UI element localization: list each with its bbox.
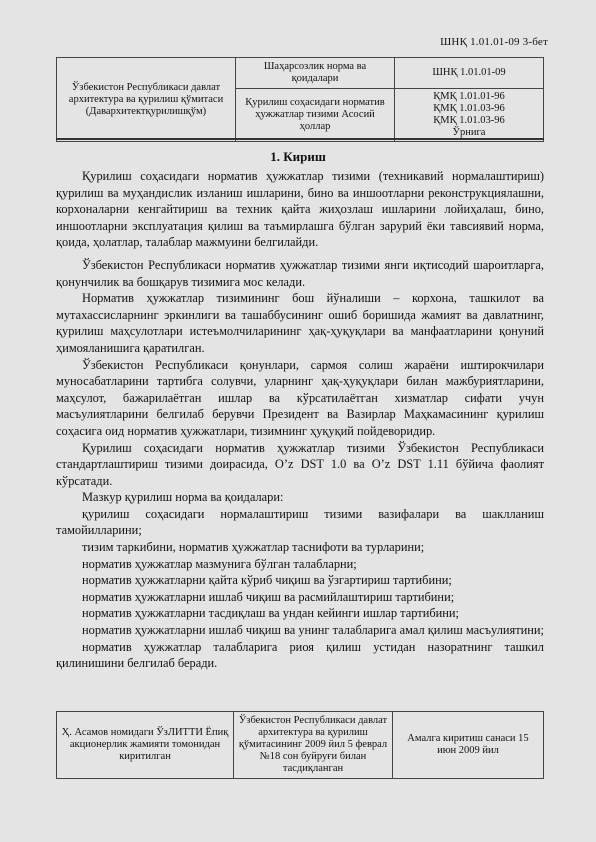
list-item: норматив ҳужжатларни ишлаб чиқиш ва унинг талабларига амал қилиш масъулиятини; [82,623,544,638]
section-title: 1. Кириш [270,149,326,164]
paragraph: Қурилиш соҳасидаги норматив ҳужжатлар тизими (техникавий нормалаштириш) қурилиш ва муҳандислик изланиш ишларини, бино ва иншоотларни реконструкциялашни, корхоналарни кенгайтириш ва техник қайта жиҳозлаш ишларини лойиҳалаш, бино, иншоотларни эксплуатация қилиш ва таъмирлашга бўлган зарурий ёки тавсиявий норма, қоида, ҳолатлар, талаблар мажмуини белгилайди. [56,169,544,250]
body-text [56,168,544,672]
replaced-codes [395,89,544,142]
approval-info-table [56,711,544,779]
paragraph: Мазкур қурилиш норма ва қоидалари: [82,490,284,505]
page-header: ШНҚ 1.01.01-09 3-бет [440,36,548,48]
list-item: норматив ҳужжатларни қайта кўриб чиқиш ва ўзгартириш тартибини; [82,573,452,588]
replaced-code: ҚМҚ 1.01.03-96 [433,103,505,114]
divider [56,138,544,140]
replaced-code: ҚМҚ 1.01.01-96 [433,91,505,102]
paragraph: Ўзбекистон Республикаси қонунлари, сармоя солиш жараёни иштирокчилари муносабатларини тартибга солувчи, уларнинг ҳақ-ҳуқуқлари билан мажбуриятларини, маҳсулот, бажарилаётган ишлар ва кўрсатилаётган хизматлар сифати учун масъулиятларини белгилаб берувчи Президент ва Вазирлар Маҳкамасининг қурилиш соҳасига оид норматив ҳужжатлари, тизимнинг ҳуқуқий пойдеворидир. [56,357,544,438]
paragraph: Қурилиш соҳасидаги норматив ҳужжатлар тизими Ўзбекистон Республикаси стандартлаштириш тизими доирасида, O’z DST 1.0 ва O’z DST 1.11 бўйича фаолият кўрсатади. [56,440,544,488]
paragraph: Норматив ҳужжатлар тизимининг бош йўналиши – корхона, ташкилот ва мутахассисларнинг эркинлиги ва ташаббусининг ошиб боришида жамият ва давлатнинг, қурилиш маҳсулотлари истеъмолчиларининг ҳақ-ҳуқуқлари ва манфаатларини қонуний ҳимояланишига қаратилган. [56,291,544,355]
approval-info: Ўзбекистон Республикаси давлат архитектура ва қурилиш қўмитасининг 2009 йил 5 феврал №18 сон буйруғи билан тасдиқланган [234,712,393,779]
effective-date: Амалга киритиш санаси 15 июн 2009 йил [393,712,544,779]
list-item: қурилиш соҳасидаги нормалаштириш тизими вазифалари ва шаклланиш тамойилларини; [56,506,544,538]
document-code: ШНҚ 1.01.01-09 [395,58,544,89]
list-item: норматив ҳужжатлар мазмунига бўлган талабларни; [82,556,357,571]
list-item: норматив ҳужжатлар талабларига риоя қилиш устидан назоратнинг ташкил қилинишини белгилаб беради. [56,639,544,671]
document-info-table [56,57,544,142]
developer-info: Ҳ. Асамов номидаги ЎзЛИТТИ Ёпиқ акционерлик жамияти томонидан киритилган [57,712,234,779]
list-item: норматив ҳужжатларни ишлаб чиқиш ва расмийлаштириш тартибини; [82,589,455,604]
replaces-word: Ўрнига [452,127,486,138]
system-title: Қурилиш соҳасидаги норматив ҳужжатлар тизими Асосий ҳоллар [236,89,395,142]
list-item: норматив ҳужжатларни тасдиқлаш ва ундан кейинги ишлар тартибини; [82,606,459,621]
norm-type: Шаҳарсозлик норма ва қоидалари [236,58,395,89]
list-item: тизим таркибини, норматив ҳужжатлар таснифоти ва турларини; [82,540,425,555]
issuing-organization: Ўзбекистон Республикаси давлат архитектура ва қурилиш қўмитаси (Давархитектқурилишқўм) [57,58,236,142]
paragraph: Ўзбекистон Республикаси норматив ҳужжатлар тизими янги иқтисодий шароитларга, қонунчилик ва бошқарув тизимига мос келади. [56,257,544,289]
replaced-code: ҚМҚ 1.01.03-96 [433,115,505,126]
